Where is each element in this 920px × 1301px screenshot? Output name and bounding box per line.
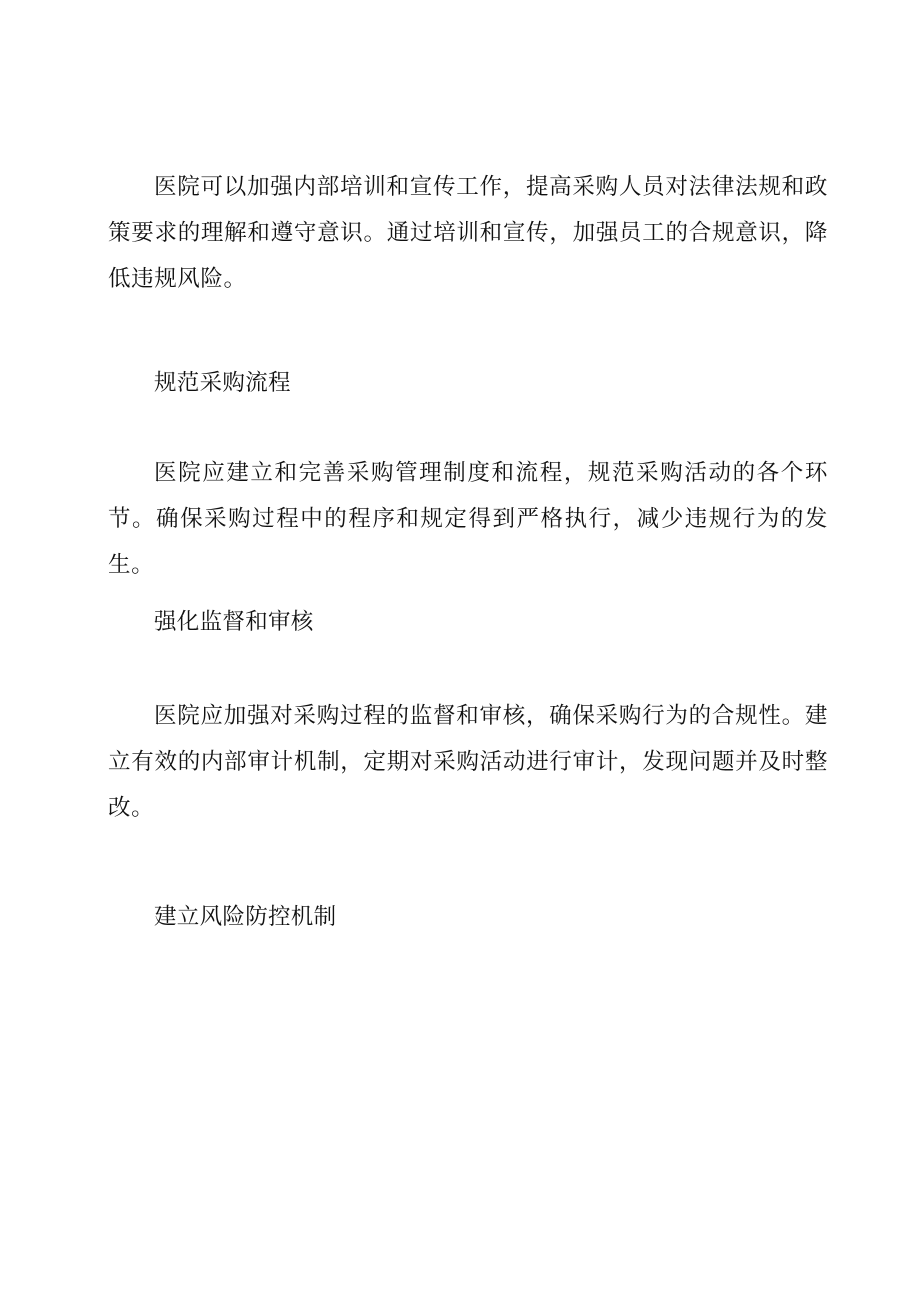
heading-standardize-procurement-process: 规范采购流程: [154, 370, 291, 396]
paragraph-strengthen-supervision-review: 医院应加强对采购过程的监督和审核，确保采购行为的合规性。建立有效的内部审计机制，定期对采购活动进行审计，发现问题并及时整改。: [108, 703, 828, 821]
heading-risk-prevention-mechanism: 建立风险防控机制: [154, 904, 337, 930]
paragraph-training: 医院可以加强内部培训和宣传工作，提高采购人员对法律法规和政策要求的理解和遵守意识。通过培训和宣传，加强员工的合规意识，降低违规风险。: [108, 174, 828, 292]
heading-strengthen-supervision-review: 强化监督和审核: [154, 609, 314, 635]
paragraph-standardize-procurement-process: 医院应建立和完善采购管理制度和流程，规范采购活动的各个环节。确保采购过程中的程序和规定得到严格执行，减少违规行为的发生。: [108, 460, 828, 578]
